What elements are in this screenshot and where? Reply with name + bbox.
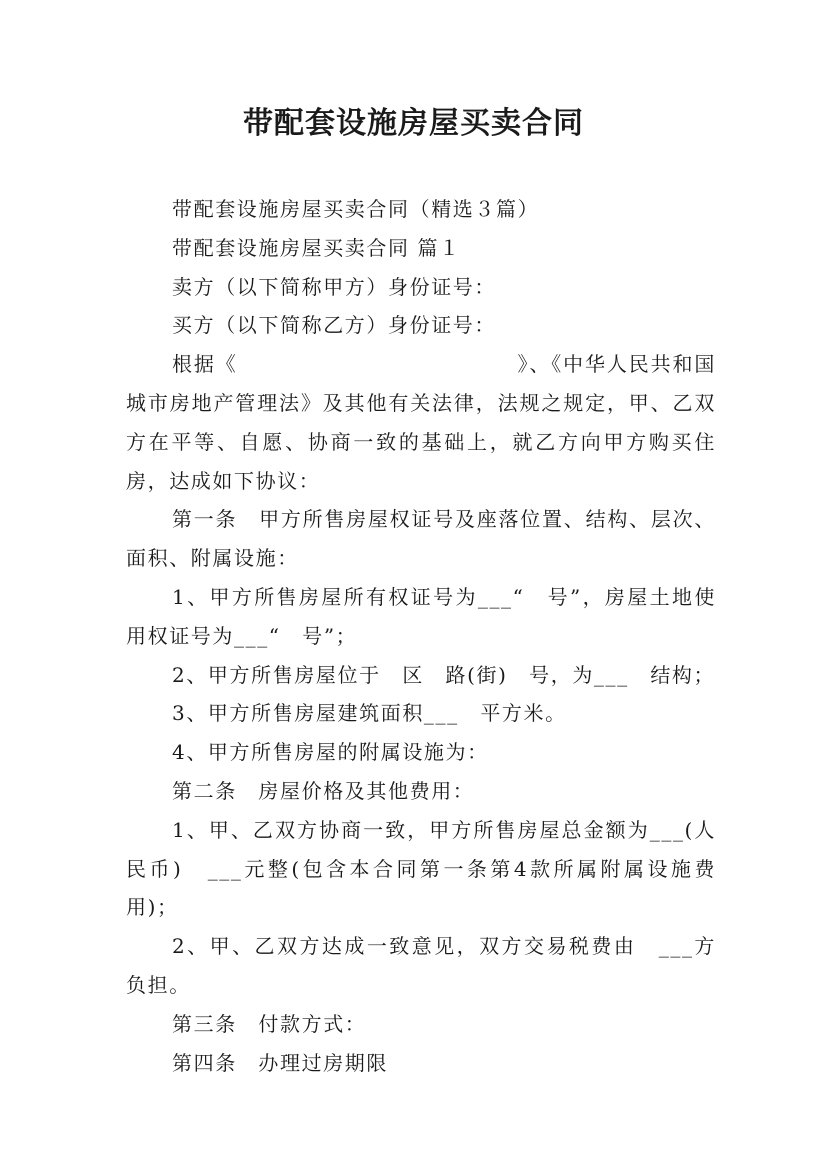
document-title: 带配套设施房屋买卖合同 [243,106,584,141]
paragraph-seller: 卖方（以下简称甲方）身份证号： [172,274,496,299]
paragraph-clause-1-item-4: 4、甲方所售房屋的附属设施为： [172,740,489,765]
paragraph-subtitle: 带配套设施房屋买卖合同（精选３篇） [172,197,540,221]
paragraph-clause-1-item-2: 2、甲方所售房屋位于 区 路(街) 号，为___ 结构； [172,662,716,687]
paragraph-clause-2-item-1: 1、甲、乙双方协商一致，甲方所售房屋总金额为___(人民币) ___元整(包含本合同第一条第4款所属附属设施费用)； [126,817,716,920]
paragraph-article-heading: 带配套设施房屋买卖合同 篇１ [172,235,461,260]
paragraph-buyer: 买方（以下简称乙方）身份证号： [172,313,496,338]
paragraph-clause-1: 第一条 甲方所售房屋权证号及座落位置、结构、层次、面积、附属设施： [126,507,716,571]
paragraph-clause-1-item-3: 3、甲方所售房屋建筑面积___ 平方米。 [172,701,567,726]
paragraph-clause-2-item-2: 2、甲、乙双方达成一致意见，双方交易税费由 ___方负担。 [126,934,716,997]
paragraph-preamble: 根据《 》、《中华人民共和国城市房地产管理法》及其他有关法律，法规之规定，甲、乙双方在平等、自愿、协商一致的基础上，就乙方向甲方购买住房，达成如下协议： [126,352,716,493]
document-body [126,190,716,1082]
paragraph-clause-3: 第三条 付款方式： [172,1011,367,1036]
paragraph-clause-2: 第二条 房屋价格及其他费用： [172,778,475,803]
paragraph-clause-4: 第四条 办理过房期限 [172,1050,388,1075]
paragraph-clause-1-item-1: 1、甲方所售房屋所有权证号为___“ 号”，房屋土地使用权证号为___“ 号”； [126,584,716,648]
